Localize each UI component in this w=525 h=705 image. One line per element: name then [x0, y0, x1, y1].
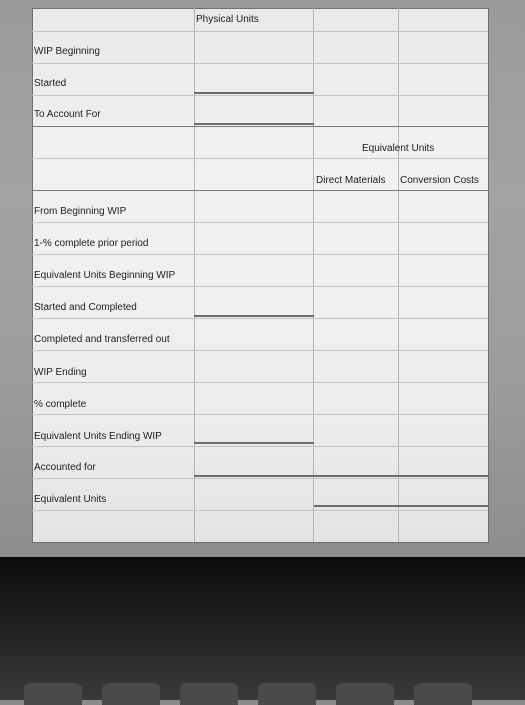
equivalent-units-header: Equivalent Units [362, 143, 435, 154]
row-label-pct-complete-prior: 1-% complete prior period [34, 238, 149, 249]
row-label-accounted-for: Accounted for [34, 462, 96, 473]
total-underline [194, 123, 314, 125]
grid-row-line [32, 350, 488, 351]
grid-col-line [398, 8, 399, 542]
row-label-equivalent-units: Equivalent Units [34, 494, 107, 505]
row-label-wip-beginning: WIP Beginning [34, 46, 100, 57]
grid-row-line [32, 63, 488, 64]
grid-col-line [194, 8, 195, 542]
key-cap [24, 683, 82, 705]
grid-row-line [32, 414, 488, 415]
row-label-pct-complete: % complete [34, 399, 87, 410]
grid-row-line [32, 190, 488, 191]
key-cap [180, 683, 238, 705]
grid-row-line [32, 510, 488, 511]
grid-row-line [32, 446, 488, 447]
total-underline [314, 505, 488, 507]
row-label-from-beginning-wip: From Beginning WIP [34, 206, 127, 217]
laptop-bezel [0, 557, 525, 700]
key-cap [414, 683, 472, 705]
key-cap [336, 683, 394, 705]
row-label-started: Started [34, 78, 67, 89]
keyboard-edge [0, 680, 525, 700]
grid-row-line [32, 95, 488, 96]
row-label-completed-transferred: Completed and transferred out [34, 334, 170, 345]
row-label-started-completed: Started and Completed [34, 302, 137, 313]
grid-row-line [32, 158, 488, 159]
total-underline [194, 92, 314, 94]
key-cap [102, 683, 160, 705]
grid-row-line [32, 286, 488, 287]
row-label-eu-ending-wip: Equivalent Units Ending WIP [34, 431, 162, 442]
row-label-eu-beginning-wip: Equivalent Units Beginning WIP [34, 270, 176, 281]
grid-row-line [32, 318, 488, 319]
key-cap [258, 683, 316, 705]
total-underline [194, 442, 314, 444]
grid-row-line [32, 222, 488, 223]
total-underline [194, 315, 314, 317]
grid-row-line [32, 254, 488, 255]
direct-materials-header: Direct Materials [316, 175, 386, 186]
grid-row-line [32, 478, 488, 479]
conversion-costs-header: Conversion Costs [400, 175, 479, 186]
grid-col-line [313, 8, 314, 542]
physical-units-header: Physical Units [196, 14, 259, 25]
row-label-wip-ending: WIP Ending [34, 367, 87, 378]
total-underline [194, 475, 488, 477]
grid-row-line [32, 31, 488, 32]
grid-row-line [32, 382, 488, 383]
row-label-to-account-for: To Account For [34, 109, 101, 120]
worksheet [32, 8, 489, 543]
grid-row-line [32, 126, 488, 127]
